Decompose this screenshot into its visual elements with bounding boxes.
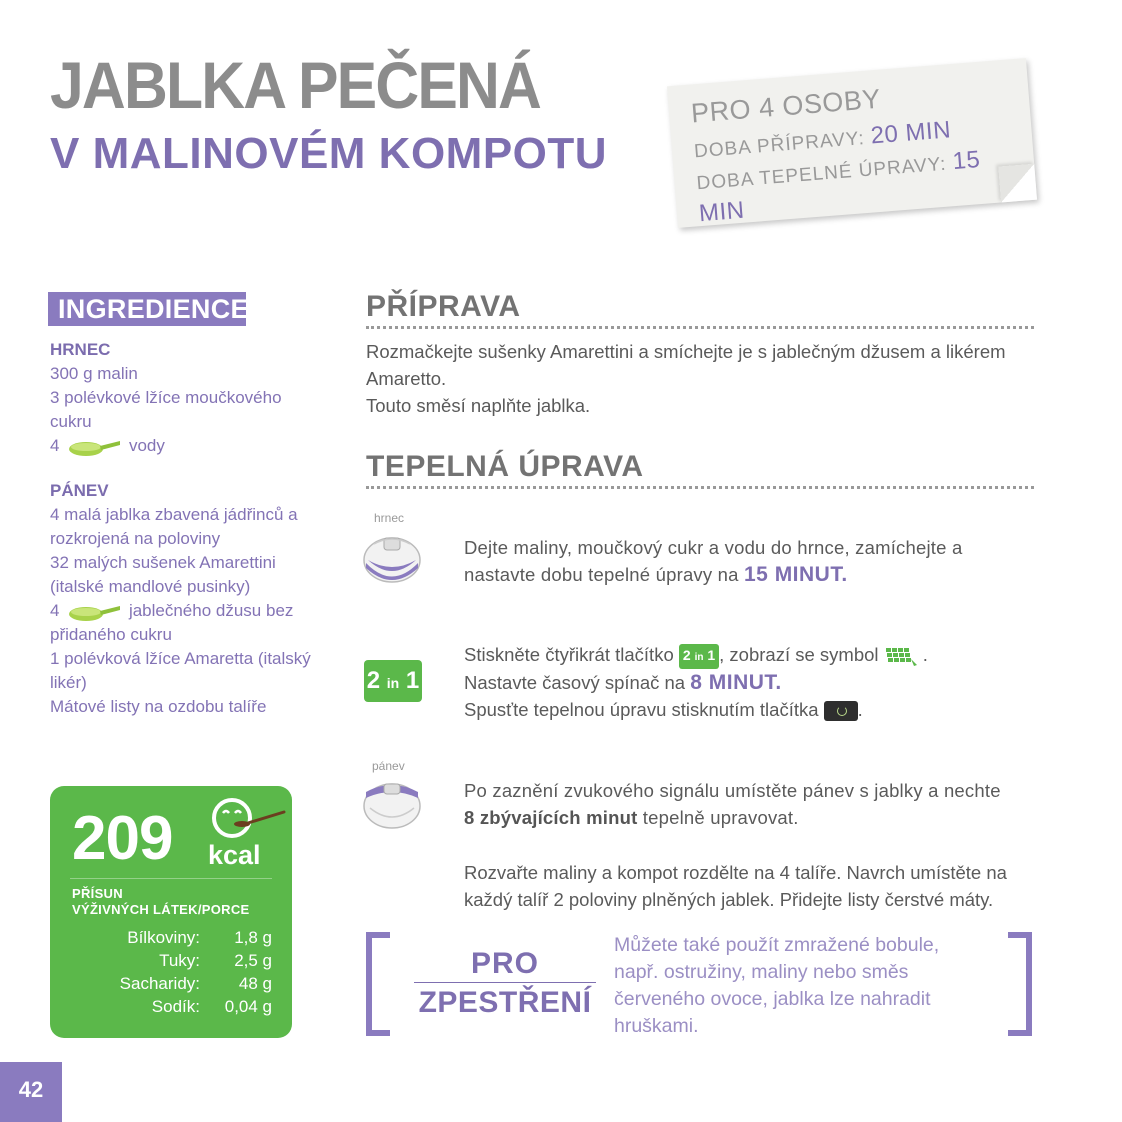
ingredients-heading: INGREDIENCE [48, 292, 246, 326]
ingredient-line: 300 g malin [50, 364, 138, 383]
variation-tip [614, 932, 984, 1040]
measure-text: jablečného džusu bez [128, 601, 294, 620]
divider [70, 878, 272, 879]
recipe-title: JABLKA PEČENÁ [50, 48, 541, 122]
tip-line: červeného ovoce, jablka lze nahradit [614, 988, 931, 1010]
variation-label-line: PRO [470, 947, 539, 980]
preparation-heading: PŘÍPRAVA [366, 290, 521, 323]
step-line: Dejte maliny, moučkový cukr a vodu do hrnce, zamíchejte a [464, 537, 963, 558]
nutrient-value: 1,8 g [234, 928, 272, 947]
nutrient-row [72, 949, 272, 972]
measuring-cup-icon [66, 601, 122, 623]
left-bracket [366, 932, 390, 1036]
tip-line: např. ostružiny, maliny nebo směs [614, 961, 909, 983]
nutrient-name: Sodík: [151, 997, 200, 1016]
badge-num: 1 [405, 667, 420, 694]
step-text: , zobrazí se symbol [719, 644, 879, 665]
kcal-value: 209 [72, 804, 173, 873]
badge-in: in [694, 651, 704, 663]
cooking-heading: TEPELNÁ ÚPRAVA [366, 450, 644, 483]
cooking-step-2 [464, 641, 1064, 723]
ingredient-line: 1 polévková lžíce Amaretta (italský [50, 649, 311, 668]
step-line: Po zaznění zvukového signálu umístěte pánev s jablky a nechte [464, 780, 1001, 801]
pot-label: hrnec [374, 511, 405, 525]
nutrient-value: 2,5 g [234, 951, 272, 970]
step-line [464, 696, 1064, 723]
ingredient-line: (italské mandlové pusinky) [50, 577, 251, 596]
ingredients-list [50, 338, 330, 719]
kcal-unit: kcal [208, 840, 261, 870]
grill-symbol-icon [884, 645, 918, 667]
measuring-cup-icon [66, 436, 122, 458]
page-curl [998, 164, 1037, 203]
intake-line: VÝŽIVNÝCH LÁTEK/PORCE [72, 902, 250, 917]
right-bracket [1008, 932, 1032, 1036]
nutrient-row [72, 972, 272, 995]
two-in-one-button-icon [679, 644, 719, 669]
ingredient-line: přidaného cukru [50, 625, 172, 644]
nutrient-row [72, 995, 272, 1018]
dotted-divider [366, 486, 1034, 489]
preparation-text [366, 338, 1046, 419]
ingredient-line: 4 malá jablka zbavená jádřinců a [50, 505, 298, 524]
start-button-icon [824, 701, 858, 721]
nutrient-row [72, 926, 272, 949]
ingredient-line-measure [50, 599, 330, 623]
cooking-step-1 [464, 534, 1044, 588]
preparation-line: Amaretto. [366, 368, 447, 389]
time-highlight: 15 MINUT. [744, 563, 848, 586]
badge-num: 1 [707, 646, 716, 663]
badge-num: 2 [682, 646, 691, 663]
step-line: každý talíř 2 poloviny plněných jablek. Přidejte listy čerstvé máty. [464, 889, 994, 910]
badge-in: in [386, 675, 400, 691]
step-text: . [922, 644, 928, 665]
pan-icon [360, 756, 424, 832]
recipe-subtitle: V MALINOVÉM KOMPOTU [50, 129, 608, 178]
step-text: Spusťte tepelnou úpravu stisknutím tlačítka [464, 698, 819, 720]
recipe-info-card [667, 58, 1037, 228]
ingredient-line: cukru [50, 412, 92, 431]
prep-time-label: DOBA PŘÍPRAVY: [693, 128, 866, 163]
badge-num: 2 [366, 667, 381, 694]
ingredient-line: 3 polévkové lžíce moučkového [50, 388, 282, 407]
cook-time-value: 15 MIN [698, 146, 982, 228]
page-number: 42 [0, 1062, 62, 1122]
step-text: Nastavte časový spínač na [464, 671, 686, 693]
preparation-line: Rozmačkejte sušenky Amarettini a smíchejte je s jablečným džusem a likérem [366, 341, 1006, 362]
ingredient-line: 32 malých sušenek Amarettini [50, 553, 276, 572]
variation-label-line: ZPESTŘENÍ [418, 986, 592, 1019]
pan-label: pánev [372, 759, 405, 773]
cooking-step-4 [464, 859, 1064, 913]
step-line [464, 561, 1044, 588]
measure-qty: 4 [50, 601, 60, 620]
variation-label [412, 946, 598, 1023]
step-text: tepelně upravovat. [637, 807, 799, 828]
step-text: Stiskněte čtyřikrát tlačítko [464, 644, 674, 665]
ingredient-group-title: PÁNEV [50, 481, 109, 500]
smiling-spoon-icon [208, 796, 286, 846]
step-line [464, 641, 1064, 669]
ingredient-line: likér) [50, 673, 87, 692]
time-highlight: 8 MINUT. [690, 670, 782, 694]
cooking-step-3 [464, 777, 1054, 831]
ingredient-line-measure [50, 434, 330, 458]
nutrient-name: Sacharidy: [119, 974, 200, 993]
tip-line: Můžete také použít zmražené bobule, [614, 934, 940, 956]
nutrient-value: 0,04 g [224, 997, 272, 1016]
preparation-line: Touto směsí naplňte jablka. [366, 395, 591, 416]
measure-qty: 4 [50, 436, 60, 455]
ingredient-group-title: HRNEC [50, 340, 111, 359]
dotted-divider [366, 326, 1034, 329]
nutrient-name: Bílkoviny: [127, 928, 200, 947]
step-line [464, 669, 1064, 696]
intake-line: PŘÍSUN [72, 886, 123, 901]
step-bold-text: 8 zbývajících minut [464, 807, 638, 828]
two-in-one-icon [364, 660, 422, 702]
measure-text: vody [128, 436, 165, 455]
prep-time-value: 20 MIN [869, 116, 952, 150]
pot-icon [360, 508, 424, 586]
nutrition-box [50, 786, 292, 1038]
tip-line: hruškami. [614, 1015, 699, 1037]
step-text: nastavte dobu tepelné úpravy na [464, 564, 739, 585]
nutrient-value: 48 g [238, 974, 272, 993]
nutrient-name: Tuky: [159, 951, 200, 970]
servings: PRO 4 OSOBY [690, 83, 882, 129]
step-text: . [857, 698, 863, 720]
nutrient-table [72, 926, 272, 1018]
ingredient-line: Mátové listy na ozdobu talíře [50, 697, 267, 716]
step-line [464, 804, 1054, 831]
nutrient-intake-heading [72, 886, 249, 918]
ingredient-line: rozkrojená na poloviny [50, 529, 221, 548]
step-line: Rozvařte maliny a kompot rozdělte na 4 talíře. Navrch umístěte na [464, 862, 1007, 883]
cook-time-label: DOBA TEPELNÉ ÚPRAVY: [695, 153, 948, 195]
